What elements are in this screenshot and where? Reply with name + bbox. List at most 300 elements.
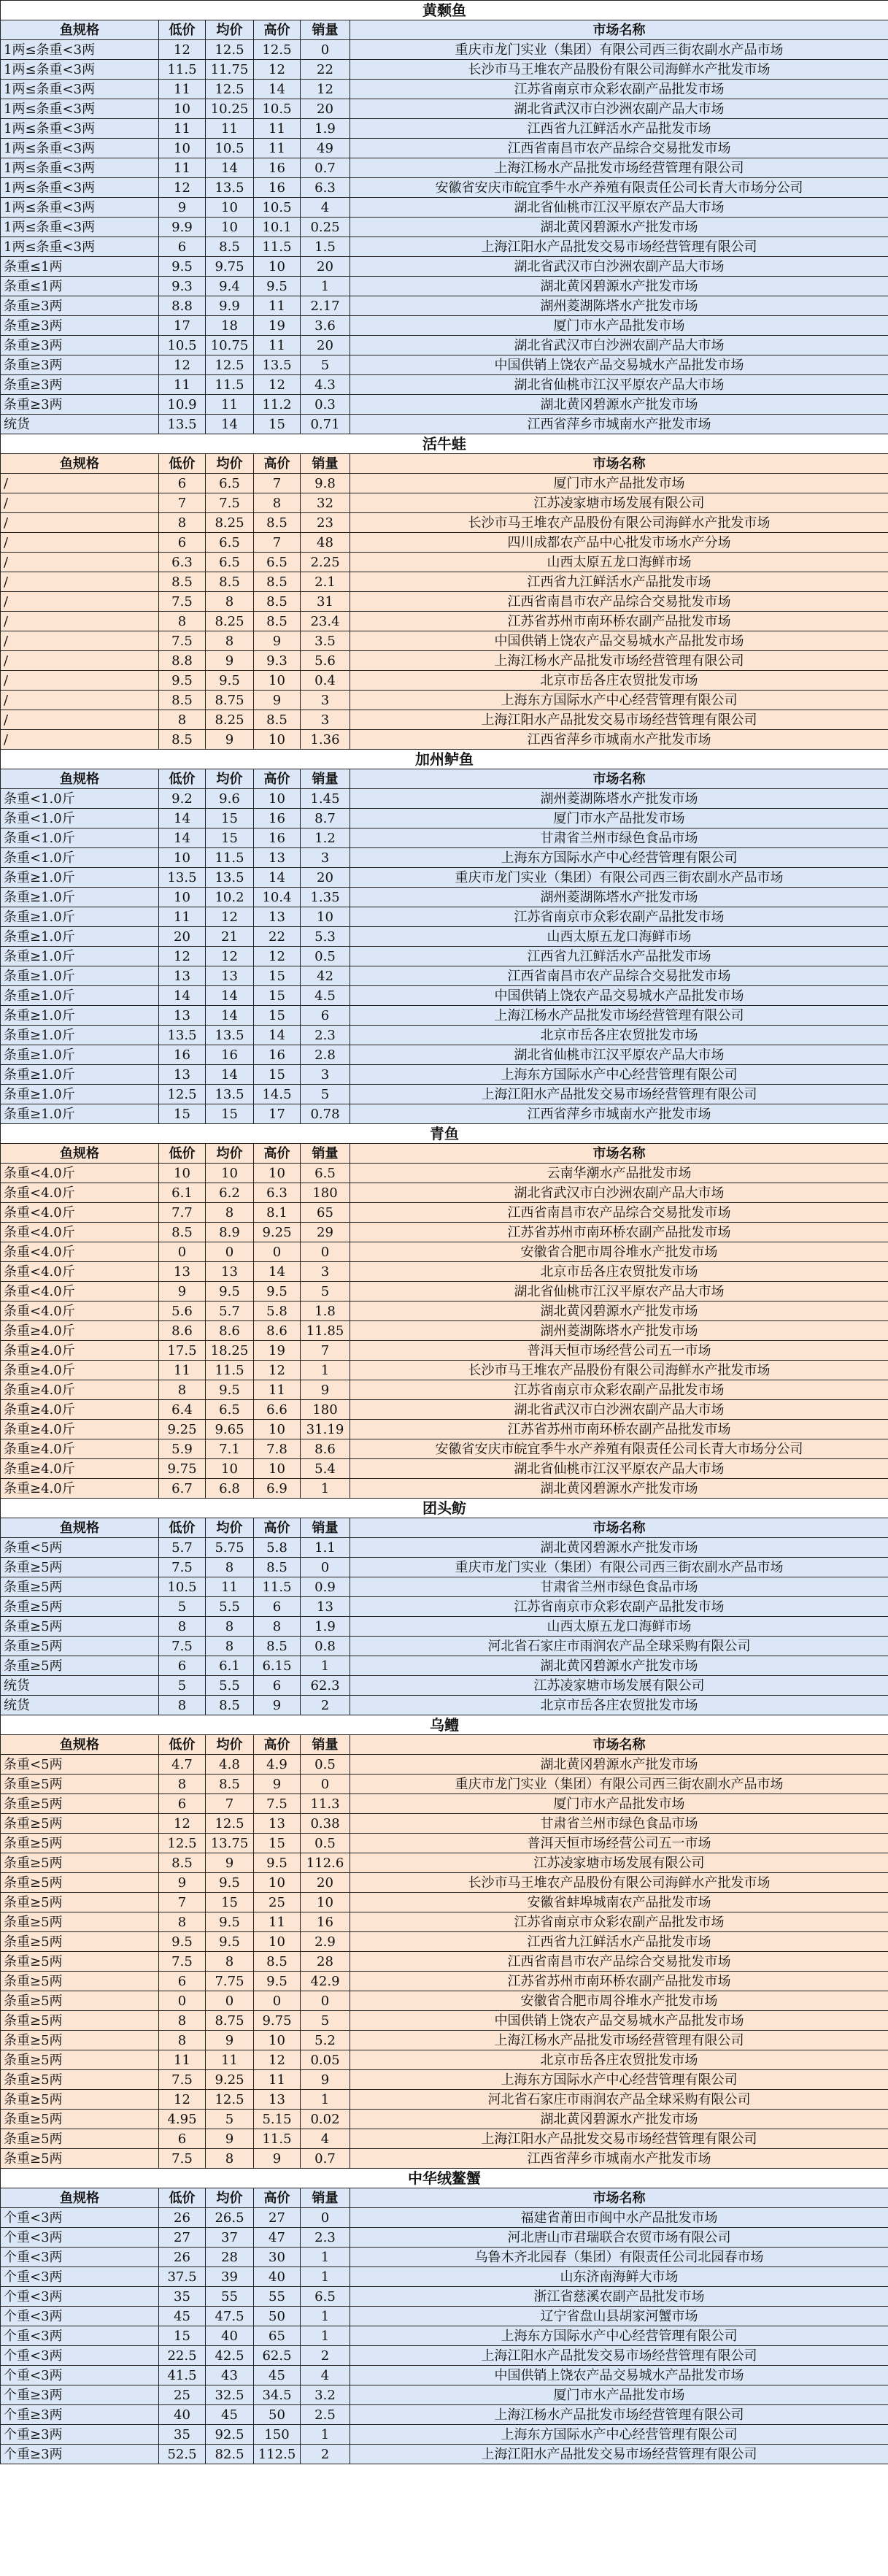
table-row — [1, 1380, 888, 1400]
cell-market-name: 厦门市水产品批发市场 — [350, 2385, 888, 2405]
cell-volume: 0.38 — [301, 1814, 350, 1834]
cell-volume: 5 — [301, 1085, 350, 1104]
cell-volume: 3.2 — [301, 2385, 350, 2405]
cell-volume: 5 — [301, 2011, 350, 2031]
cell-avg-price: 13 — [206, 1262, 254, 1282]
cell-volume: 180 — [301, 1400, 350, 1420]
cell-market-name: 山东济南海鲜大市场 — [350, 2267, 888, 2287]
cell-market-name: 江西省萍乡市城南水产批发市场 — [350, 2149, 888, 2169]
cell-market-name: 山西太原五龙口海鲜市场 — [350, 1617, 888, 1637]
cell-low-price: 16 — [159, 1045, 206, 1065]
column-header-high-price: 高价 — [254, 454, 301, 474]
cell-high-price: 11 — [254, 2070, 301, 2090]
table-row — [1, 257, 888, 277]
column-header-volume: 销量 — [301, 2188, 350, 2208]
cell-market-name: 北京市岳各庄农贸批发市场 — [350, 1026, 888, 1045]
cell-low-price: 9.5 — [159, 671, 206, 691]
cell-market-name: 江西省南昌市农产品综合交易批发市场 — [350, 966, 888, 986]
cell-market-name: 山西太原五龙口海鲜市场 — [350, 927, 888, 947]
cell-low-price: 5.9 — [159, 1439, 206, 1459]
cell-volume: 6.5 — [301, 2287, 350, 2307]
cell-high-price: 25 — [254, 1893, 301, 1912]
cell-market-name: 安徽省合肥市周谷堆水产批发市场 — [350, 1242, 888, 1262]
table-row — [1, 1104, 888, 1124]
cell-high-price: 11.5 — [254, 2129, 301, 2149]
cell-volume: 11.85 — [301, 1321, 350, 1341]
cell-avg-price: 8.5 — [206, 1775, 254, 1794]
cell-spec: 个重≥3两 — [1, 2405, 159, 2425]
cell-market-name: 江苏省苏州市南环桥农副产品批发市场 — [350, 612, 888, 631]
table-row — [1, 355, 888, 375]
table-row — [1, 40, 888, 60]
cell-high-price: 10 — [254, 257, 301, 277]
cell-spec: 个重≥3两 — [1, 2425, 159, 2445]
cell-low-price: 11 — [159, 119, 206, 139]
cell-high-price: 15 — [254, 1006, 301, 1026]
cell-high-price: 50 — [254, 2307, 301, 2326]
cell-volume: 0 — [301, 40, 350, 60]
cell-high-price: 6.15 — [254, 1656, 301, 1676]
cell-spec: 条重<5两 — [1, 1538, 159, 1558]
table-row — [1, 1893, 888, 1912]
cell-low-price: 11 — [159, 158, 206, 178]
cell-avg-price: 12 — [206, 907, 254, 927]
cell-market-name: 厦门市水产品批发市场 — [350, 809, 888, 828]
cell-low-price: 12.5 — [159, 1834, 206, 1853]
cell-low-price: 5.6 — [159, 1302, 206, 1321]
cell-high-price: 7 — [254, 474, 301, 493]
cell-high-price: 14 — [254, 1262, 301, 1282]
cell-market-name: 山西太原五龙口海鲜市场 — [350, 553, 888, 572]
cell-market-name: 厦门市水产品批发市场 — [350, 316, 888, 336]
cell-volume: 0 — [301, 2208, 350, 2228]
cell-avg-price: 10.25 — [206, 99, 254, 119]
table-row — [1, 1420, 888, 1439]
cell-volume: 65 — [301, 1203, 350, 1223]
cell-volume: 2.1 — [301, 572, 350, 592]
cell-spec: 条重≥3两 — [1, 375, 159, 395]
cell-spec: 个重<3两 — [1, 2267, 159, 2287]
cell-volume: 2.5 — [301, 2405, 350, 2425]
table-row — [1, 986, 888, 1006]
cell-market-name: 湖北省仙桃市江汉平原农产品大市场 — [350, 198, 888, 218]
column-header-spec: 鱼规格 — [1, 454, 159, 474]
cell-volume: 0.5 — [301, 1755, 350, 1775]
cell-market-name: 中国供销上饶农产品交易城水产品批发市场 — [350, 355, 888, 375]
cell-spec: 条重≥5两 — [1, 1932, 159, 1952]
cell-spec: 条重<1.0斤 — [1, 848, 159, 868]
cell-low-price: 41.5 — [159, 2366, 206, 2385]
cell-volume: 20 — [301, 99, 350, 119]
cell-high-price: 11 — [254, 336, 301, 355]
cell-low-price: 12 — [159, 40, 206, 60]
cell-spec: 条重≥1.0斤 — [1, 1104, 159, 1124]
table-row — [1, 1302, 888, 1321]
cell-avg-price: 9.5 — [206, 1282, 254, 1302]
cell-high-price: 8.5 — [254, 710, 301, 730]
cell-low-price: 9.75 — [159, 1459, 206, 1479]
cell-low-price: 52.5 — [159, 2445, 206, 2464]
cell-high-price: 6.3 — [254, 1183, 301, 1203]
cell-high-price: 30 — [254, 2248, 301, 2267]
cell-spec: 条重<1.0斤 — [1, 828, 159, 848]
cell-avg-price: 13.5 — [206, 1085, 254, 1104]
table-row — [1, 2050, 888, 2070]
cell-spec: 条重≥3两 — [1, 316, 159, 336]
cell-low-price: 5.7 — [159, 1538, 206, 1558]
cell-avg-price: 8.75 — [206, 2011, 254, 2031]
cell-avg-price: 8 — [206, 631, 254, 651]
cell-spec: 条重≥5两 — [1, 2050, 159, 2070]
cell-spec: 条重≥4.0斤 — [1, 1400, 159, 1420]
cell-avg-price: 11 — [206, 395, 254, 415]
cell-market-name: 北京市岳各庄农贸批发市场 — [350, 671, 888, 691]
cell-avg-price: 9.5 — [206, 671, 254, 691]
cell-volume: 1.9 — [301, 119, 350, 139]
cell-high-price: 19 — [254, 316, 301, 336]
cell-market-name: 长沙市马王堆农产品股份有限公司海鲜水产批发市场 — [350, 513, 888, 533]
cell-low-price: 7.5 — [159, 1558, 206, 1577]
table-row — [1, 1775, 888, 1794]
cell-market-name: 上海江阳水产品批发交易市场经营管理有限公司 — [350, 237, 888, 257]
cell-low-price: 9.5 — [159, 1932, 206, 1952]
cell-low-price: 11.5 — [159, 60, 206, 80]
table-row — [1, 1873, 888, 1893]
cell-spec: 1两≤条重<3两 — [1, 158, 159, 178]
cell-high-price: 0 — [254, 1991, 301, 2011]
cell-high-price: 40 — [254, 2267, 301, 2287]
cell-volume: 20 — [301, 336, 350, 355]
column-header-row — [1, 1144, 888, 1164]
cell-market-name: 江苏凌家塘市场发展有限公司 — [350, 493, 888, 513]
cell-low-price: 8 — [159, 710, 206, 730]
cell-avg-price: 15 — [206, 1893, 254, 1912]
column-header-low-price: 低价 — [159, 20, 206, 40]
cell-spec: 1两≤条重<3两 — [1, 198, 159, 218]
cell-volume: 1.35 — [301, 888, 350, 907]
column-header-avg-price: 均价 — [206, 769, 254, 789]
cell-high-price: 10 — [254, 789, 301, 809]
cell-market-name: 上海东方国际水产中心经营管理有限公司 — [350, 2425, 888, 2445]
cell-high-price: 11.2 — [254, 395, 301, 415]
table-row — [1, 789, 888, 809]
cell-volume: 180 — [301, 1183, 350, 1203]
cell-low-price: 37.5 — [159, 2267, 206, 2287]
section-title: 活牛蛙 — [1, 434, 888, 454]
cell-low-price: 9.5 — [159, 257, 206, 277]
table-row — [1, 60, 888, 80]
cell-avg-price: 39 — [206, 2267, 254, 2287]
cell-high-price: 15 — [254, 1834, 301, 1853]
cell-high-price: 9 — [254, 2149, 301, 2169]
cell-avg-price: 10 — [206, 1459, 254, 1479]
cell-spec: 条重≥1.0斤 — [1, 927, 159, 947]
cell-low-price: 8.8 — [159, 651, 206, 671]
cell-market-name: 江苏省苏州市南环桥农副产品批发市场 — [350, 1972, 888, 1991]
cell-low-price: 9.25 — [159, 1420, 206, 1439]
cell-market-name: 长沙市马王堆农产品股份有限公司海鲜水产批发市场 — [350, 1873, 888, 1893]
cell-avg-price: 6.8 — [206, 1479, 254, 1499]
cell-spec: 条重≥5两 — [1, 1775, 159, 1794]
cell-avg-price: 42.5 — [206, 2346, 254, 2366]
cell-market-name: 湖北省武汉市白沙洲农副产品大市场 — [350, 336, 888, 355]
cell-market-name: 四川成都农产品中心批发市场水产分场 — [350, 533, 888, 553]
cell-spec: 条重≤1两 — [1, 257, 159, 277]
cell-spec: 1两≤条重<3两 — [1, 119, 159, 139]
cell-high-price: 10 — [254, 1420, 301, 1439]
cell-spec: / — [1, 572, 159, 592]
cell-volume: 0 — [301, 1242, 350, 1262]
table-row — [1, 533, 888, 553]
cell-avg-price: 37 — [206, 2228, 254, 2248]
cell-low-price: 8.8 — [159, 296, 206, 316]
cell-volume: 0.02 — [301, 2110, 350, 2129]
section-title-row — [1, 1124, 888, 1144]
cell-low-price: 15 — [159, 2326, 206, 2346]
column-header-market-name: 市场名称 — [350, 1518, 888, 1538]
column-header-volume: 销量 — [301, 20, 350, 40]
cell-avg-price: 6.5 — [206, 1400, 254, 1420]
cell-high-price: 6 — [254, 1676, 301, 1696]
cell-market-name: 湖北黄冈碧源水产批发市场 — [350, 2110, 888, 2129]
table-row — [1, 1183, 888, 1203]
cell-avg-price: 8 — [206, 1952, 254, 1972]
cell-volume: 4 — [301, 198, 350, 218]
cell-volume: 1.45 — [301, 789, 350, 809]
cell-high-price: 11 — [254, 296, 301, 316]
cell-volume: 10 — [301, 907, 350, 927]
cell-low-price: 10 — [159, 1164, 206, 1183]
table-row — [1, 553, 888, 572]
cell-market-name: 河北省石家庄市雨润农产品全球采购有限公司 — [350, 1637, 888, 1656]
cell-volume: 1.8 — [301, 1302, 350, 1321]
cell-volume: 1.1 — [301, 1538, 350, 1558]
cell-spec: 条重≥1.0斤 — [1, 1045, 159, 1065]
cell-spec: / — [1, 631, 159, 651]
cell-spec: 条重≥5两 — [1, 1617, 159, 1637]
cell-avg-price: 10.5 — [206, 139, 254, 158]
column-header-avg-price: 均价 — [206, 1735, 254, 1755]
table-row — [1, 612, 888, 631]
cell-volume: 112.6 — [301, 1853, 350, 1873]
cell-volume: 0 — [301, 1991, 350, 2011]
cell-volume: 5.6 — [301, 651, 350, 671]
cell-spec: 条重≥5两 — [1, 2031, 159, 2050]
cell-high-price: 6.6 — [254, 1400, 301, 1420]
cell-volume: 2.3 — [301, 1026, 350, 1045]
cell-spec: / — [1, 553, 159, 572]
cell-market-name: 江西省萍乡市城南水产批发市场 — [350, 415, 888, 434]
section-title-row — [1, 1499, 888, 1518]
cell-volume: 42 — [301, 966, 350, 986]
cell-low-price: 14 — [159, 809, 206, 828]
table-row — [1, 1164, 888, 1183]
table-row — [1, 2149, 888, 2169]
table-row — [1, 2346, 888, 2366]
cell-avg-price: 14 — [206, 986, 254, 1006]
table-row — [1, 1577, 888, 1597]
column-header-row — [1, 20, 888, 40]
cell-avg-price: 5.75 — [206, 1538, 254, 1558]
cell-low-price: 11 — [159, 907, 206, 927]
cell-spec: 条重<4.0斤 — [1, 1183, 159, 1203]
cell-avg-price: 11 — [206, 1577, 254, 1597]
cell-volume: 2 — [301, 2445, 350, 2464]
column-header-low-price: 低价 — [159, 454, 206, 474]
cell-market-name: 江西省九江鲜活水产品批发市场 — [350, 572, 888, 592]
cell-market-name: 江苏省南京市众彩农副产品批发市场 — [350, 1597, 888, 1617]
cell-market-name: 中国供销上饶农产品交易城水产品批发市场 — [350, 2366, 888, 2385]
cell-market-name: 中国供销上饶农产品交易城水产品批发市场 — [350, 2011, 888, 2031]
cell-spec: 条重≥4.0斤 — [1, 1341, 159, 1361]
table-row — [1, 2385, 888, 2405]
cell-low-price: 40 — [159, 2405, 206, 2425]
cell-low-price: 8 — [159, 2011, 206, 2031]
cell-avg-price: 18 — [206, 316, 254, 336]
table-row — [1, 1834, 888, 1853]
cell-high-price: 10 — [254, 1932, 301, 1952]
cell-market-name: 甘肃省兰州市绿色食品市场 — [350, 1577, 888, 1597]
cell-low-price: 8.5 — [159, 691, 206, 710]
cell-market-name: 上海江阳水产品批发交易市场经营管理有限公司 — [350, 1085, 888, 1104]
table-row — [1, 1242, 888, 1262]
table-row — [1, 1262, 888, 1282]
cell-spec: 条重≥3两 — [1, 355, 159, 375]
cell-market-name: 重庆市龙门实业（集团）有限公司西三街农副水产品市场 — [350, 40, 888, 60]
cell-spec: 条重≥5两 — [1, 1656, 159, 1676]
cell-volume: 3 — [301, 691, 350, 710]
cell-avg-price: 8.75 — [206, 691, 254, 710]
table-row — [1, 1637, 888, 1656]
table-row — [1, 198, 888, 218]
cell-market-name: 江苏凌家塘市场发展有限公司 — [350, 1853, 888, 1873]
cell-low-price: 13 — [159, 1065, 206, 1085]
cell-avg-price: 16 — [206, 1045, 254, 1065]
table-row — [1, 2090, 888, 2110]
cell-high-price: 11 — [254, 139, 301, 158]
table-row — [1, 1045, 888, 1065]
table-row — [1, 237, 888, 257]
column-header-volume: 销量 — [301, 1735, 350, 1755]
cell-high-price: 6.9 — [254, 1479, 301, 1499]
cell-high-price: 15 — [254, 986, 301, 1006]
cell-low-price: 8.5 — [159, 730, 206, 750]
cell-high-price: 15 — [254, 415, 301, 434]
cell-avg-price: 45 — [206, 2405, 254, 2425]
cell-high-price: 8.5 — [254, 1637, 301, 1656]
cell-market-name: 江苏凌家塘市场发展有限公司 — [350, 1676, 888, 1696]
cell-spec: 个重<3两 — [1, 2326, 159, 2346]
cell-market-name: 河北省石家庄市雨润农产品全球采购有限公司 — [350, 2090, 888, 2110]
cell-volume: 10 — [301, 1893, 350, 1912]
cell-high-price: 9.5 — [254, 1853, 301, 1873]
cell-avg-price: 11.5 — [206, 1361, 254, 1380]
column-header-high-price: 高价 — [254, 1518, 301, 1538]
table-row — [1, 1026, 888, 1045]
table-row — [1, 2208, 888, 2228]
cell-avg-price: 13 — [206, 966, 254, 986]
cell-volume: 48 — [301, 533, 350, 553]
table-row — [1, 375, 888, 395]
cell-market-name: 江西省南昌市农产品综合交易批发市场 — [350, 139, 888, 158]
cell-spec: 条重<4.0斤 — [1, 1302, 159, 1321]
cell-volume: 29 — [301, 1223, 350, 1242]
cell-high-price: 4.9 — [254, 1755, 301, 1775]
cell-high-price: 11 — [254, 1380, 301, 1400]
cell-volume: 23.4 — [301, 612, 350, 631]
cell-spec: / — [1, 513, 159, 533]
cell-volume: 31.19 — [301, 1420, 350, 1439]
cell-market-name: 湖北黄冈碧源水产批发市场 — [350, 1302, 888, 1321]
cell-high-price: 7.8 — [254, 1439, 301, 1459]
cell-spec: 条重<4.0斤 — [1, 1203, 159, 1223]
cell-avg-price: 8.25 — [206, 612, 254, 631]
cell-spec: 个重<3两 — [1, 2366, 159, 2385]
cell-market-name: 北京市岳各庄农贸批发市场 — [350, 2050, 888, 2070]
cell-high-price: 47 — [254, 2228, 301, 2248]
cell-avg-price: 43 — [206, 2366, 254, 2385]
cell-spec: / — [1, 651, 159, 671]
cell-avg-price: 26.5 — [206, 2208, 254, 2228]
cell-market-name: 中国供销上饶农产品交易城水产品批发市场 — [350, 986, 888, 1006]
cell-avg-price: 13.5 — [206, 868, 254, 888]
cell-high-price: 112.5 — [254, 2445, 301, 2464]
cell-volume: 23 — [301, 513, 350, 533]
cell-market-name: 江苏省南京市众彩农副产品批发市场 — [350, 1380, 888, 1400]
cell-low-price: 7.5 — [159, 1637, 206, 1656]
table-row — [1, 493, 888, 513]
table-row — [1, 1853, 888, 1873]
cell-high-price: 16 — [254, 828, 301, 848]
cell-spec: / — [1, 474, 159, 493]
table-row — [1, 1656, 888, 1676]
cell-market-name: 北京市岳各庄农贸批发市场 — [350, 1262, 888, 1282]
cell-market-name: 上海江杨水产品批发市场经营管理有限公司 — [350, 1006, 888, 1026]
cell-avg-price: 28 — [206, 2248, 254, 2267]
cell-spec: 条重<4.0斤 — [1, 1164, 159, 1183]
cell-avg-price: 8.5 — [206, 237, 254, 257]
cell-spec: / — [1, 671, 159, 691]
cell-spec: 条重≥1.0斤 — [1, 947, 159, 966]
cell-market-name: 中国供销上饶农产品交易城水产品批发市场 — [350, 631, 888, 651]
cell-low-price: 8 — [159, 2031, 206, 2050]
cell-high-price: 9 — [254, 1775, 301, 1794]
cell-high-price: 15 — [254, 1065, 301, 1085]
cell-high-price: 12 — [254, 375, 301, 395]
cell-avg-price: 12.5 — [206, 355, 254, 375]
cell-volume: 0.71 — [301, 415, 350, 434]
table-row — [1, 2307, 888, 2326]
cell-market-name: 江苏省苏州市南环桥农副产品批发市场 — [350, 1223, 888, 1242]
table-row — [1, 1479, 888, 1499]
cell-low-price: 22.5 — [159, 2346, 206, 2366]
table-row — [1, 2228, 888, 2248]
column-header-avg-price: 均价 — [206, 454, 254, 474]
cell-low-price: 7 — [159, 1893, 206, 1912]
cell-spec: 条重≥5两 — [1, 1991, 159, 2011]
cell-avg-price: 14 — [206, 1006, 254, 1026]
cell-volume: 3.5 — [301, 631, 350, 651]
cell-volume: 0.9 — [301, 1577, 350, 1597]
cell-avg-price: 18.25 — [206, 1341, 254, 1361]
cell-high-price: 8.6 — [254, 1321, 301, 1341]
table-row — [1, 1972, 888, 1991]
cell-market-name: 安徽省安庆市皖宜季牛水产养殖有限责任公司长青大市场分公司 — [350, 178, 888, 198]
cell-market-name: 辽宁省盘山县胡家河蟹市场 — [350, 2307, 888, 2326]
cell-market-name: 上海江杨水产品批发市场经营管理有限公司 — [350, 2405, 888, 2425]
cell-volume: 1 — [301, 1656, 350, 1676]
cell-avg-price: 11.5 — [206, 375, 254, 395]
